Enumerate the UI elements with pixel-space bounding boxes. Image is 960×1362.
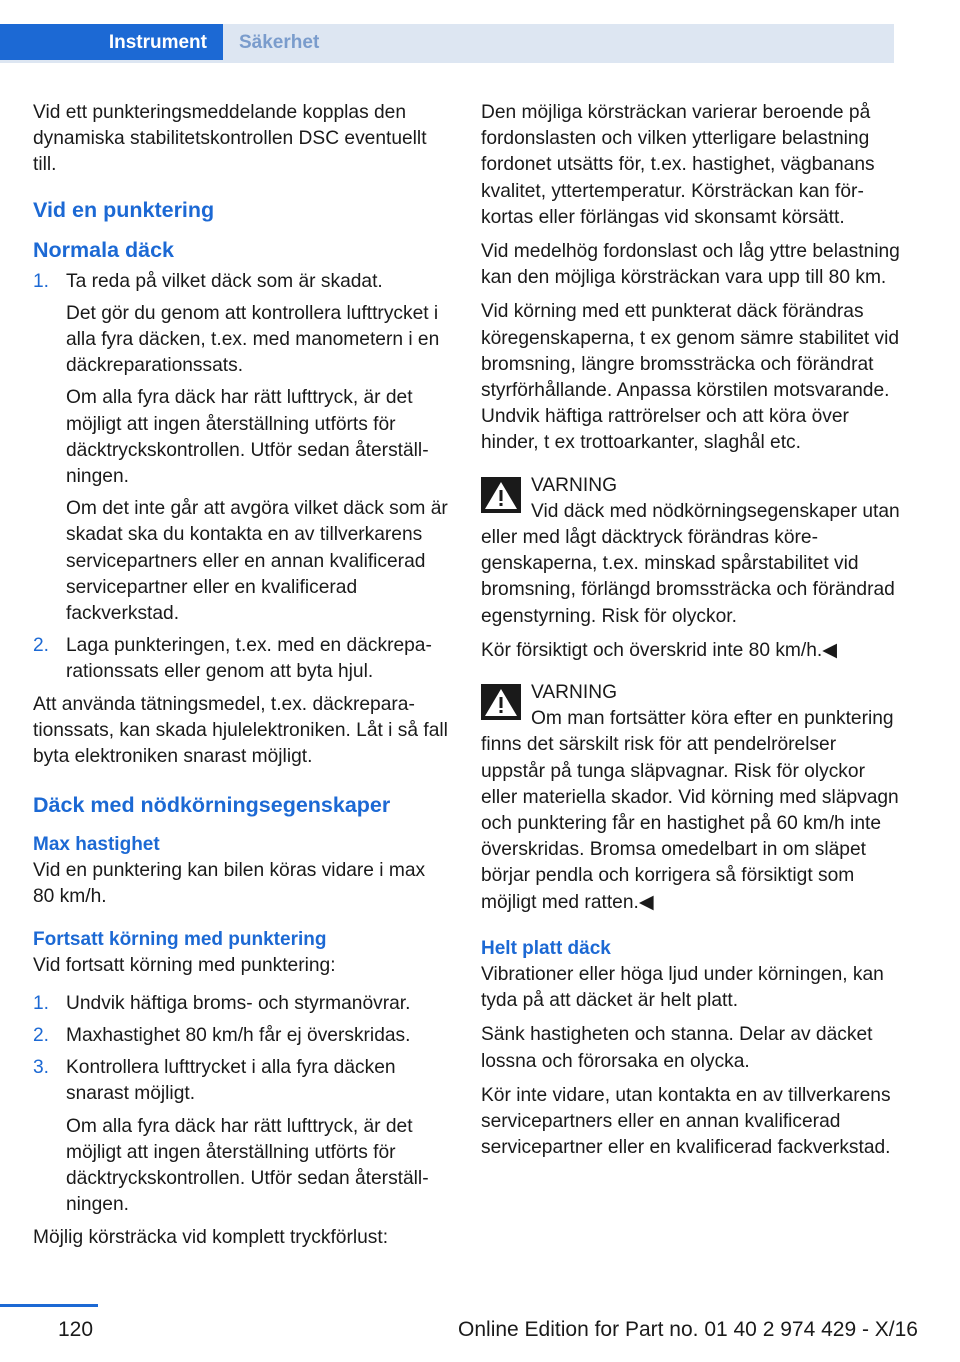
list-item-text: Undvik häftiga broms- och styrmanövrar. (66, 992, 411, 1014)
chapter-tabs (0, 24, 894, 62)
warning-title-1: VARNING (531, 474, 617, 496)
heading-flat-tire: Helt platt däck (481, 937, 611, 959)
list-item (33, 991, 451, 1017)
range-heading-paragraph: Möjlig körsträcka vid komplett tryckförlust: (33, 1226, 389, 1248)
list-item-text: Om det inte går att avgöra vilket däck som är skadat ska du kontakta en av tillverkarens servicepartners eller en annan kvalificerad servicepartner eller en kvalificerad fackverkstad. (66, 498, 448, 625)
flat-paragraph-1: Vibrationer eller höga ljud under körningen, kan tyda på att däcket är helt platt. (481, 963, 884, 1012)
list-item (33, 269, 451, 628)
continued-steps-list (33, 991, 451, 1219)
heading-continued-driving: Fortsatt körning med punktering (33, 928, 327, 950)
header-divider (0, 60, 894, 63)
list-number: 1. (33, 992, 50, 1014)
warning-triangle-icon (481, 477, 521, 513)
handling-paragraph: Vid körning med ett punkterat däck förändras köregenskaperna, t ex genom sämre stabilitet vid bromsning, längre bromssträcka och förändrat styrförhållande. Anpassa körstilen motsvarande. Undvik häftiga rattrörelser och att köra över hinder, t ex trottoarkanter, slaghål etc. (481, 301, 900, 454)
list-number: 1. (33, 270, 50, 292)
continued-intro-paragraph: Vid fortsatt körning med punktering: (33, 954, 336, 976)
flat-paragraph-2: Sänk hastigheten och stanna. Delar av däcket lossna och förorsaka en olycka. (481, 1024, 873, 1072)
left-column (33, 100, 451, 1259)
page-number: 120 (58, 1318, 94, 1341)
warning-triangle-icon (481, 684, 521, 720)
warning-block-1 (481, 473, 901, 630)
puncture-steps-list (33, 269, 451, 686)
list-number: 2. (33, 635, 50, 657)
tab-instrument[interactable]: Instrument (0, 24, 223, 62)
list-item-text: Ta reda på vilket däck som är skadat. (66, 270, 383, 292)
list-item-text: Det gör du genom att kontrollera lufttrycket i alla fyra däcken, t.ex. med manometern i en däckreparationssats. (66, 302, 440, 377)
list-item-text: Laga punkteringen, t.ex. med en däckreparationssats eller genom att byta hjul. (66, 635, 432, 683)
right-column (481, 100, 901, 1169)
warning-text-2: Om man fortsätter köra efter en punktering finns det särskilt risk för att pendelrörelser uppstår på tunga släpvagnar. Risk för olyckor eller materiella skador. Vid körning med släpvagn och punktering får en hastighet på 60 km/h inte överskridas. Bromsa omedelbart in om släpet börjar pendla och korrigera så försiktigt som möjligt med ratten.◀ (481, 708, 899, 913)
sealant-paragraph: Att använda tätningsmedel, t.ex. däckreparationssats, kan skada hjulelektroniken. Låt i så fall byta elektroniken snarast möjligt. (33, 693, 448, 768)
list-item-text: Maxhastighet 80 km/h får ej överskridas. (66, 1025, 411, 1047)
heading-normal-tires: Normala däck (33, 237, 175, 262)
list-number: 2. (33, 1025, 50, 1047)
warning-note-1: Kör försiktigt och överskrid inte 80 km/h.◀ (481, 639, 837, 661)
edition-info: Online Edition for Part no. 01 40 2 974 429 - X/16 (458, 1318, 918, 1341)
list-item-text: Om alla fyra däck har rätt lufttryck, är det möjligt att ingen återställning utförts för däcktryckskontrollen. Utför sedan återställningen. (66, 387, 429, 488)
range-paragraph-1: Den möjliga körsträckan varierar beroende på fordonslasten och vilken ytterligare belastning fordonet utsätts för, t.ex. hastighet, vägbanans kvalitet, yttertemperatur. Körsträckan kan förkortas eller förlängas vid skonsamt körsätt. (481, 102, 875, 228)
list-item-text: Kontrollera lufttrycket i alla fyra däcken snarast möjligt. (66, 1057, 396, 1105)
warning-block-2 (481, 680, 901, 916)
range-paragraph-2: Vid medelhög fordonslast och låg yttre belastning kan den möjliga körsträckan vara upp till 80 km. (481, 241, 900, 289)
list-number: 3. (33, 1057, 50, 1079)
footer-accent-line (0, 1304, 98, 1307)
list-item (33, 1055, 451, 1218)
flat-paragraph-3: Kör inte vidare, utan kontakta en av tillverkarens servicepartners eller en annan kvalificerad servicepartner eller en kvalificerad fackverkstad. (481, 1084, 891, 1159)
warning-text-1: Vid däck med nödkörningsegenskaper utan eller med lågt däcktryck förändras köregenskaperna, t.ex. minskad spårstabilitet vid bromsning, förlängd bromssträcka och förändrad egenstyrning. Risk för olyckor. (481, 500, 900, 627)
heading-max-speed: Max hastighet (33, 834, 160, 856)
tab-sakerhet[interactable]: Säkerhet (223, 24, 894, 62)
list-item-text: Om alla fyra däck har rätt lufttryck, är det möjligt att ingen återställning utförts för däcktryckskontrollen. Utför sedan återställningen. (66, 1115, 429, 1216)
max-speed-paragraph: Vid en punktering kan bilen köras vidare i max 80 km/h. (33, 860, 426, 908)
heading-puncture: Vid en punktering (33, 197, 215, 222)
list-item (33, 1023, 451, 1049)
intro-paragraph: Vid ett punkteringsmeddelande kopplas den dynamiska stabilitetskontrollen DSC eventuellt till. (33, 102, 427, 176)
list-item (33, 633, 451, 685)
warning-title-2: VARNING (531, 682, 617, 704)
heading-runflat: Däck med nödkörningsegenskaper (33, 793, 391, 818)
